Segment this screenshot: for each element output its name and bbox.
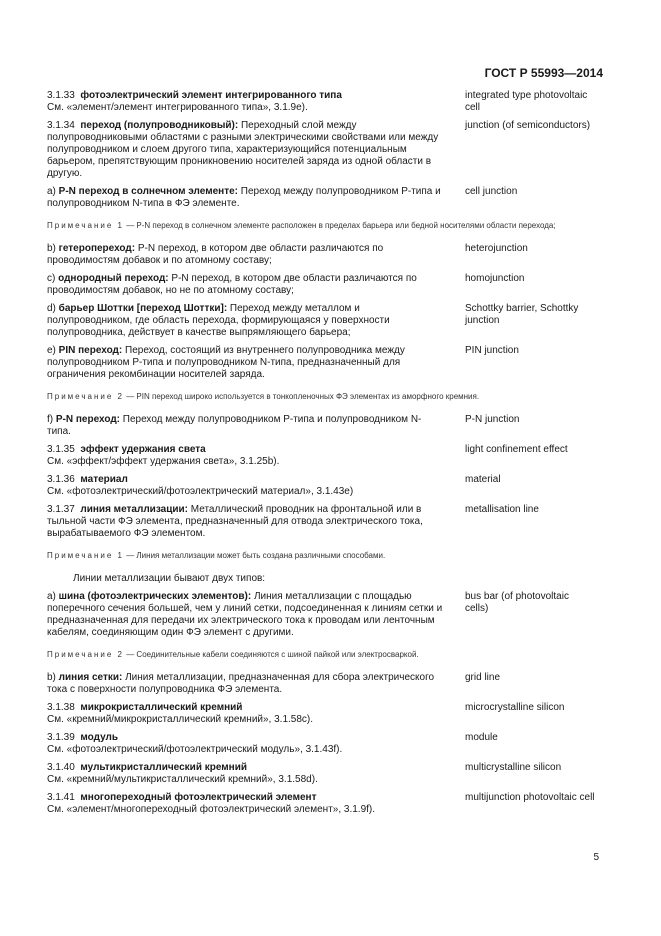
term-title: PIN переход: [58, 345, 123, 356]
term-definition: Переход между металлом и полупроводником, где область перехода, формирующаяся у поверхности полупроводника, действует в качестве выпрямляющего барьера; [47, 303, 390, 338]
sub-entry-f-pn-junction [47, 414, 595, 438]
sub-entry-a-bus-bar [47, 591, 595, 639]
sub-entry-d-schottky [47, 303, 595, 339]
term-definition: Линия металлизации, предназначенная для сбора электрического тока с поверхности полупроводника ФЭ элемента. [47, 672, 435, 695]
term-english: bus bar (of photovoltaic cells) [465, 591, 569, 614]
term-entry-3-1-36 [47, 474, 595, 498]
term-entry-3-1-39 [47, 732, 595, 756]
note-3 [47, 550, 595, 561]
sub-entry-a-cell-junction [47, 186, 595, 210]
term-number: 3.1.36 [47, 474, 75, 485]
term-definition: Р-N переход, в котором две области различаются по проводимостям добавок, но не по атомному составу; [47, 273, 417, 296]
note-label: Примечание 1 [47, 551, 124, 560]
term-title: гетеропереход: [58, 243, 136, 254]
sub-entry-prefix: а) [47, 186, 59, 197]
term-reference: См. «элемент/элемент интегрированного типа», 3.1.9е). [47, 102, 308, 113]
term-reference: См. «фотоэлектрический/фотоэлектрический материал», 3.1.43е) [47, 486, 354, 497]
term-definition: Переходный слой между полупроводниковыми областями с разными электрическими свойствами или между полупроводником и слоем другого типа, характеризующийся потенциальным барьером, препятствующим проникновению носителей заряда из одной области в другую. [47, 120, 439, 179]
term-entry-3-1-35 [47, 444, 595, 468]
term-english: P-N junction [465, 414, 520, 425]
types-intro: Линии металлизации бывают двух типов: [73, 573, 266, 584]
note-2 [47, 391, 595, 402]
note-4 [47, 649, 595, 660]
standard-header: ГОСТ Р 55993—2014 [484, 66, 603, 80]
term-reference: См. «элемент/многопереходный фотоэлектрический элемент», 3.1.9f). [47, 804, 376, 815]
term-entry-3-1-41 [47, 792, 595, 816]
sub-entry-prefix: d) [47, 303, 59, 314]
note-label: Примечание 2 [47, 650, 124, 659]
term-english: metallisation line [465, 504, 539, 515]
note-text: — Соединительные кабели соединяются с шиной пайкой или электросваркой. [123, 650, 419, 659]
term-entry-3-1-40 [47, 762, 595, 786]
term-number: 3.1.39 [47, 732, 75, 743]
sub-entry-prefix: f) [47, 414, 56, 425]
term-reference: См. «эффект/эффект удержания света», 3.1.25b). [47, 456, 280, 467]
term-title: материал [80, 474, 128, 485]
term-number: 3.1.38 [47, 702, 75, 713]
term-number: 3.1.37 [47, 504, 75, 515]
sub-entry-prefix: e) [47, 345, 59, 356]
term-title: линия металлизации: [80, 504, 188, 515]
term-english: light confinement effect [465, 444, 568, 455]
term-definition: Металлический проводник на фронтальной или в тыльной части ФЭ элемента, предназначенный для отвода электрического тока, вырабатываемого ФЭ элементом. [47, 504, 423, 539]
note-text: — PIN переход широко используется в тонкопленочных ФЭ элементах из аморфного кремния. [123, 392, 480, 401]
note-label: Примечание 2 [47, 392, 124, 401]
term-entry-3-1-38 [47, 702, 595, 726]
term-english: integrated type photovoltaic cell [465, 90, 588, 113]
sub-entry-b-grid-line [47, 672, 595, 696]
term-definition: Переход между полупроводником P-типа и полупроводником N-типа в ФЭ элементе. [47, 186, 441, 209]
sub-entry-prefix: а) [47, 591, 59, 602]
note-label: Примечание 1 [47, 221, 124, 230]
sub-entry-e-pin [47, 345, 595, 381]
term-english: PIN junction [465, 345, 519, 356]
term-title: мультикристаллический кремний [80, 762, 248, 773]
term-number: 3.1.41 [47, 792, 75, 803]
term-english: multijunction photovoltaic cell [465, 792, 595, 803]
term-title: Р-N переход: [55, 414, 120, 425]
term-definition: Переход, состоящий из внутреннего полупроводника между полупроводником Р-типа и полупроводником N-типа, предназначенный для ограничения рекомбинации носителей заряда. [47, 345, 405, 380]
term-definition: Переход между полупроводником Р-типа и полупроводником N-типа. [47, 414, 422, 437]
term-english: homojunction [465, 273, 525, 284]
term-title: шина (фотоэлектрических элементов): [58, 591, 252, 602]
term-title: фотоэлектрический элемент интегрированного типа [80, 90, 342, 101]
term-english: cell junction [465, 186, 518, 197]
term-title: барьер Шоттки [переход Шоттки]: [58, 303, 228, 314]
sub-entry-c-homojunction [47, 273, 595, 297]
term-number: 3.1.33 [47, 90, 75, 101]
term-title: эффект удержания света [80, 444, 206, 455]
term-definition: Линия металлизации с площадью поперечного сечения большей, чем у линий сетки, подсоединенная к линиям сетки и предназначенная для передачи их электрического тока к проводам или ленточным кабелям, соединяющим один ФЭ элемент с другими. [47, 591, 443, 638]
term-title: микрокристаллический кремний [80, 702, 243, 713]
term-reference: См. «фотоэлектрический/фотоэлектрический модуль», 3.1.43f). [47, 744, 343, 755]
term-reference: См. «кремний/мультикристаллический кремний», 3.1.58d). [47, 774, 318, 785]
term-english: Schottky barrier, Schottky junction [465, 303, 579, 326]
term-english: multicrystalline silicon [465, 762, 562, 773]
note-text: — Линия металлизации может быть создана различными способами. [123, 551, 386, 560]
sub-entry-b-heterojunction [47, 243, 595, 267]
term-english: grid line [465, 672, 501, 683]
term-english: microcrystalline silicon [465, 702, 565, 713]
term-number: 3.1.34 [47, 120, 75, 131]
page-number: 5 [593, 852, 599, 863]
term-title: линия сетки: [58, 672, 123, 683]
term-definition: Р-N переход, в котором две области различаются по проводимостям добавок и по атомному составу; [47, 243, 384, 266]
term-title: многопереходный фотоэлектрический элемент [80, 792, 317, 803]
term-english: junction (of semiconductors) [465, 120, 591, 131]
note-text: — Р-N переход в солнечном элементе расположен в пределах барьера или бедной носителями области перехода; [123, 221, 556, 230]
document-body [47, 90, 595, 822]
term-reference: См. «кремний/микрокристаллический кремний», 3.1.58с). [47, 714, 314, 725]
term-english: heterojunction [465, 243, 528, 254]
term-number: 3.1.35 [47, 444, 75, 455]
term-title: переход (полупроводниковый): [80, 120, 239, 131]
term-english: material [465, 474, 501, 485]
sub-entry-prefix: b) [47, 243, 59, 254]
sub-entry-prefix: c) [47, 273, 59, 284]
term-entry-3-1-34 [47, 120, 595, 180]
term-number: 3.1.40 [47, 762, 75, 773]
term-english: module [465, 732, 498, 743]
term-title: однородный переход: [58, 273, 169, 284]
term-title: модуль [80, 732, 119, 743]
term-entry-3-1-33 [47, 90, 595, 114]
term-title: Р-N переход в солнечном элементе: [58, 186, 238, 197]
note-1 [47, 220, 595, 231]
term-entry-3-1-37 [47, 504, 595, 540]
sub-entry-prefix: b) [47, 672, 59, 683]
